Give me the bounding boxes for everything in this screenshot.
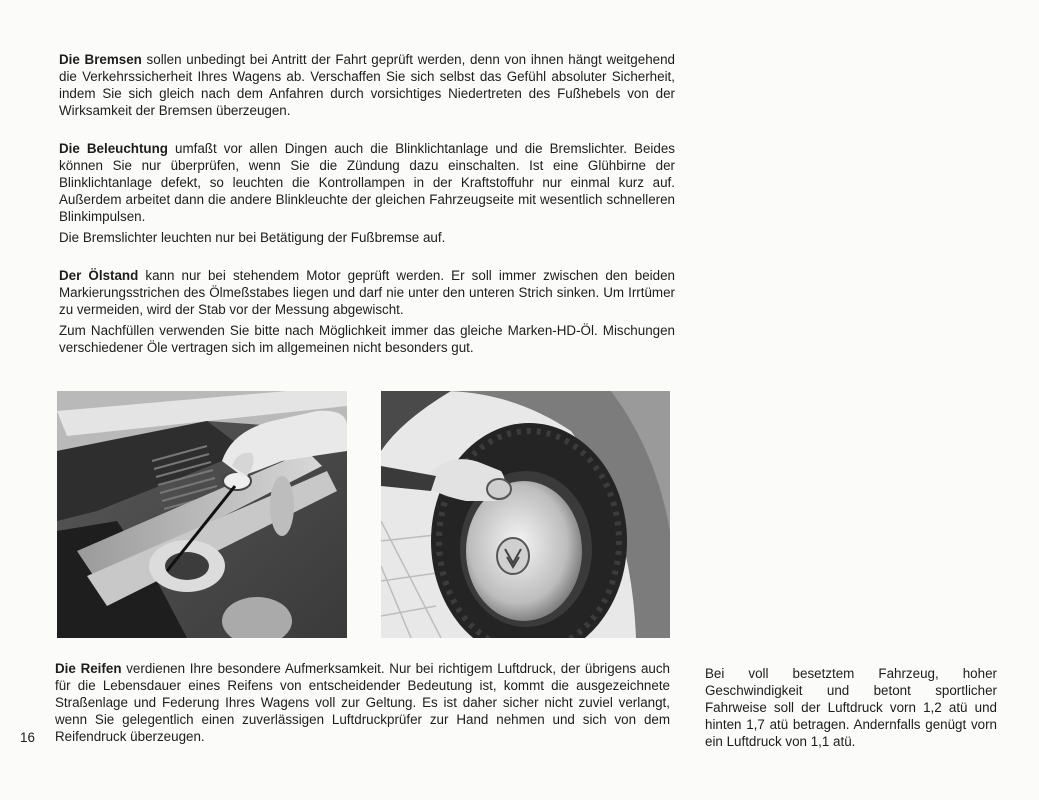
oil-dipstick-photo — [57, 391, 347, 638]
oil-paragraph — [59, 267, 675, 318]
lights-text: umfaßt vor allen Dingen auch die Blinklichtanlage und die Bremslichter. Beides können Sie nur überprüfen, wenn Sie die Zündung dazu einschalten. Ist eine Glühbirne der Blinklichtanlage defekt, so leuchten die Kontrollampen in der Kraftstoffuhr nur einmal kurz auf. Außerdem arbeitet dann die andere Blinkleuchte der gleichen Fahrzeugseite mit wesentlich schnelleren Blinkimpulsen. — [59, 141, 675, 224]
brakes-heading: Die Bremsen — [59, 52, 142, 67]
oil-refill-paragraph: Zum Nachfüllen verwenden Sie bitte nach Möglichkeit immer das gleiche Marken-HD-Öl. Mischungen verschiedener Öle vertragen sich im allgemeinen nicht besonders gut. — [59, 323, 675, 355]
tire-pressure-photo — [381, 391, 670, 638]
tires-heading: Die Reifen — [55, 661, 122, 676]
oil-dipstick-illustration — [57, 391, 347, 638]
tires-text: verdienen Ihre besondere Aufmerksamkeit. Nur bei richtigem Luftdruck, der übrigens auch für die Lebensdauer eines Reifens von entscheidender Bedeutung ist, kommt die ausgezeichnete Straßenlage und Federung Ihres Wagens voll zur Geltung. Es ist daher sicher nicht zuviel verlangt, wenn Sie gelegentlich einen zuverlässigen Luftdruckprüfer zur Hand nehmen und sich von dem Reifendruck überzeugen. — [55, 661, 671, 744]
tires-paragraph — [55, 660, 670, 745]
brakes-text: sollen unbedingt bei Antritt der Fahrt geprüft werden, denn von ihnen hängt weitgehend die Verkehrssicherheit Ihres Wagens ab. Verschaffen Sie sich selbst das Gefühl absoluter Sicherheit, indem Sie sich gleich nach dem Anfahren durch vorsichtiges Niedertreten des Fußhebels von der Wirksamkeit der Bremsen überzeugen. — [59, 52, 675, 118]
tire-pressure-side-note — [705, 665, 997, 750]
lights-paragraph — [59, 140, 675, 225]
tire-pressure-illustration — [381, 391, 670, 638]
side-note-paragraph: Bei voll besetztem Fahrzeug, hoher Geschwindigkeit und betont sportlicher Fahrweise soll der Luftdruck vorn 1,2 atü und hinten 1,7 atü betragen. Andernfalls genügt vorn ein Luftdruck von 1,1 atü. — [705, 666, 997, 749]
section-brakes — [59, 51, 675, 119]
section-lights — [59, 140, 675, 246]
lights-heading: Die Beleuchtung — [59, 141, 168, 156]
tires-text-column — [55, 660, 670, 745]
brakelights-paragraph: Die Bremslichter leuchten nur bei Betätigung der Fußbremse auf. — [59, 230, 446, 245]
page-number: 16 — [20, 730, 35, 745]
section-oil-level — [59, 267, 675, 356]
upper-text-column — [59, 51, 675, 356]
oil-text: kann nur bei stehendem Motor geprüft werden. Er soll immer zwischen den beiden Markierungsstrichen des Ölmeßstabes liegen und darf nie unter den unteren Strich sinken. Um Irrtümer zu vermeiden, wird der Stab vor der Messung abgewischt. — [59, 268, 675, 317]
oil-heading: Der Ölstand — [59, 268, 139, 283]
brakes-paragraph — [59, 51, 675, 119]
